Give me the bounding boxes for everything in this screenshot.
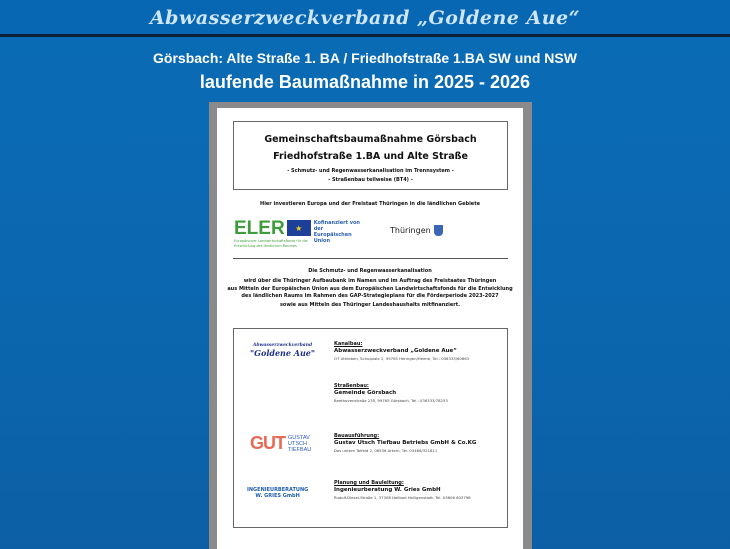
thueringen-word: Thüringen [390,226,431,235]
subtitle: Görsbach: Alte Straße 1. BA / Friedhofstraße 1.BA SW und NSW [153,50,577,66]
entity-name: Abwasserzweckverband „Goldene Aue“ [334,348,457,354]
funding-line: Die Schmutz- und Regenwasserkanalisation [308,268,432,274]
funding-line: aus Mitteln der Europäischen Union aus dem Europäischen Landwirtschaftsfonds für die Entwicklung [227,286,513,292]
entity-strassenbau [334,383,448,404]
gut-word: UTSCH [288,440,307,447]
entity-role: Straßenbau: [334,383,369,389]
invest-text: Hier investieren Europa und der Freistaat Thüringen in die ländlichen Gebiete [260,201,480,207]
funding-line: des ländlichen Raums im Rahmen des GAP-Strategieplans für die Förderperiode 2023-2027 [241,293,499,299]
scope-line: - Straßenbau teilweise (BT4) - [328,177,413,183]
gut-word: TIEFBAU [288,446,312,453]
entity-bauausfuehrung [334,433,476,454]
ministry-text [446,229,474,233]
aav-logo-big: "Goldene Aue" [250,348,316,358]
entity-planung [334,480,471,501]
funding-text [217,266,523,310]
entity-address: OT Uthleben, Schulplatz 2, 99765 Heringen/Helme, Tel.: 036333/60663 [334,356,470,361]
funding-line: wird über die Thüringer Aufbaubank im Namen und im Auftrag des Freistaates Thüringen [243,278,497,284]
participants-box [233,328,508,528]
gries-logo [247,487,308,499]
thueringen-logo [390,225,474,236]
coat-of-arms-icon [434,225,443,236]
poster-title-2: Friedhofstraße 1.BA und Alte Straße [273,151,468,162]
funding-line: sowie aus Mitteln des Thüringer Landeshaushalts mitfinanziert. [279,302,461,308]
entity-name: Gustav Utsch Tiefbau Betriebs GmbH & Co.KG [334,440,477,446]
gut-logo-mark: GUT [250,433,285,453]
entity-name: Ingenieurberatung W. Gries GmbH [334,487,441,493]
entity-role: Kanalbau: [334,341,363,347]
poster-image-frame [209,102,532,549]
entity-address: Rudolf-Diesel-Straße 1, 37308 Heilbad Heiligenstadt, Tel. 03606 603798 [334,495,471,500]
gries-logo-line: INGENIEURBERATUNG [247,487,309,493]
eu-cofinanced: Kofinanziert von der Europäischen Union [313,220,360,244]
poster-title: Gemeinschaftsbaumaßnahme Görsbach [264,134,477,145]
poster [217,108,523,549]
gries-logo-line: W. GRIES GmbH [255,493,300,499]
entity-role: Planung und Bauleitung: [334,480,404,486]
aav-logo-small: Abwasserzweckverband [252,343,313,348]
eler-subtitle: Europäischer Landwirtschaftsfonds für die Entwicklung des ländlichen Raumes [234,239,308,248]
eler-word: ELER [234,218,285,239]
aav-logo [250,343,315,358]
entity-kanalbau [334,341,469,362]
site-header: Abwasserzweckverband „Goldene Aue“ [0,0,730,37]
gut-logo [250,433,311,454]
entity-name: Gemeinde Görsbach [334,390,397,396]
entity-address: Das untere Talfeld 2, 06556 Artern, Tel. 03466/321811 [334,448,438,453]
headline: laufende Baumaßnahme in 2025 - 2026 [199,72,531,92]
divider [233,258,508,259]
eu-flag-icon: ★ [287,220,311,236]
scope-line: - Schmutz- und Regenwasserkanalisation im Trennsystem - [287,168,454,174]
gut-word: GUSTAV [288,434,310,441]
entity-role: Bauausführung: [334,433,380,439]
title-box [233,121,508,190]
entity-address: Beethovenstraße 235, 99765 Görsbach, Tel.: 036333/78253 [334,398,448,403]
